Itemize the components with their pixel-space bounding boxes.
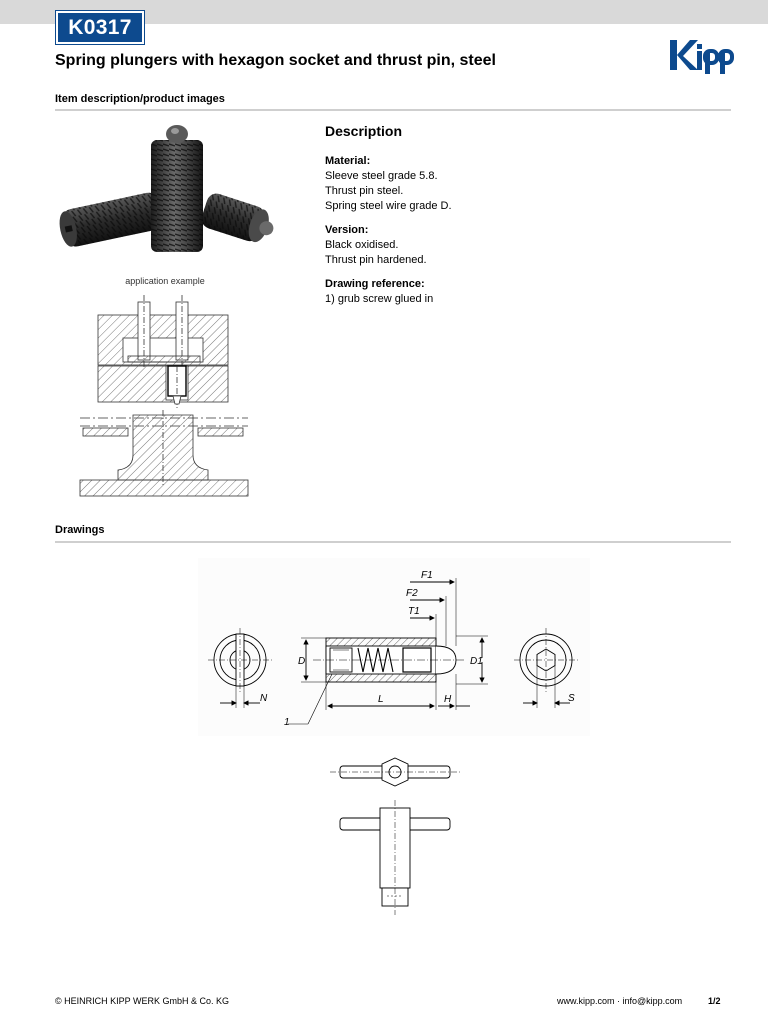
material-label: Material:	[325, 155, 371, 167]
version-line: Black oxidised.	[325, 239, 399, 251]
section-divider	[55, 109, 731, 111]
item-number-badge: K0317	[56, 11, 144, 44]
product-image	[55, 118, 275, 273]
dim-label-t1: T1	[408, 606, 420, 617]
dim-label-d: D	[298, 656, 306, 667]
version-label: Version:	[325, 224, 369, 236]
material-line: Sleeve steel grade 5.8.	[325, 170, 438, 182]
section-divider	[55, 541, 731, 543]
t-handle-key-drawing	[330, 750, 460, 920]
section-heading-drawings: Drawings	[55, 524, 105, 536]
dim-label-n: N	[260, 693, 268, 704]
dim-label-s: S	[568, 693, 575, 704]
kipp-logo	[668, 38, 734, 74]
description-panel	[325, 124, 585, 316]
footer-contact[interactable]: www.kipp.com · info@kipp.com	[557, 996, 683, 1006]
dim-label-d1: D1	[470, 656, 483, 667]
dim-label-h: H	[444, 694, 452, 705]
dim-label-l: L	[378, 694, 384, 705]
page-number: 1/2	[708, 996, 721, 1006]
reference-label-1: 1	[284, 717, 290, 728]
dim-label-f1: F1	[421, 570, 433, 581]
footer-company: © HEINRICH KIPP WERK GmbH & Co. KG	[55, 996, 229, 1006]
page-title: Spring plungers with hexagon socket and thrust pin, steel	[55, 52, 496, 69]
section-heading-item-description: Item description/product images	[55, 93, 225, 105]
drawing-reference-line: 1) grub screw glued in	[325, 293, 434, 305]
drawing-reference-label: Drawing reference:	[325, 278, 425, 290]
material-line: Spring steel wire grade D.	[325, 200, 452, 212]
application-example-caption: application example	[125, 276, 205, 286]
description-heading: Description	[325, 123, 403, 139]
dim-label-f2: F2	[406, 588, 418, 599]
technical-drawing	[198, 558, 590, 736]
material-line: Thrust pin steel.	[325, 185, 404, 197]
application-example-drawing	[78, 290, 250, 500]
version-line: Thrust pin hardened.	[325, 254, 427, 266]
